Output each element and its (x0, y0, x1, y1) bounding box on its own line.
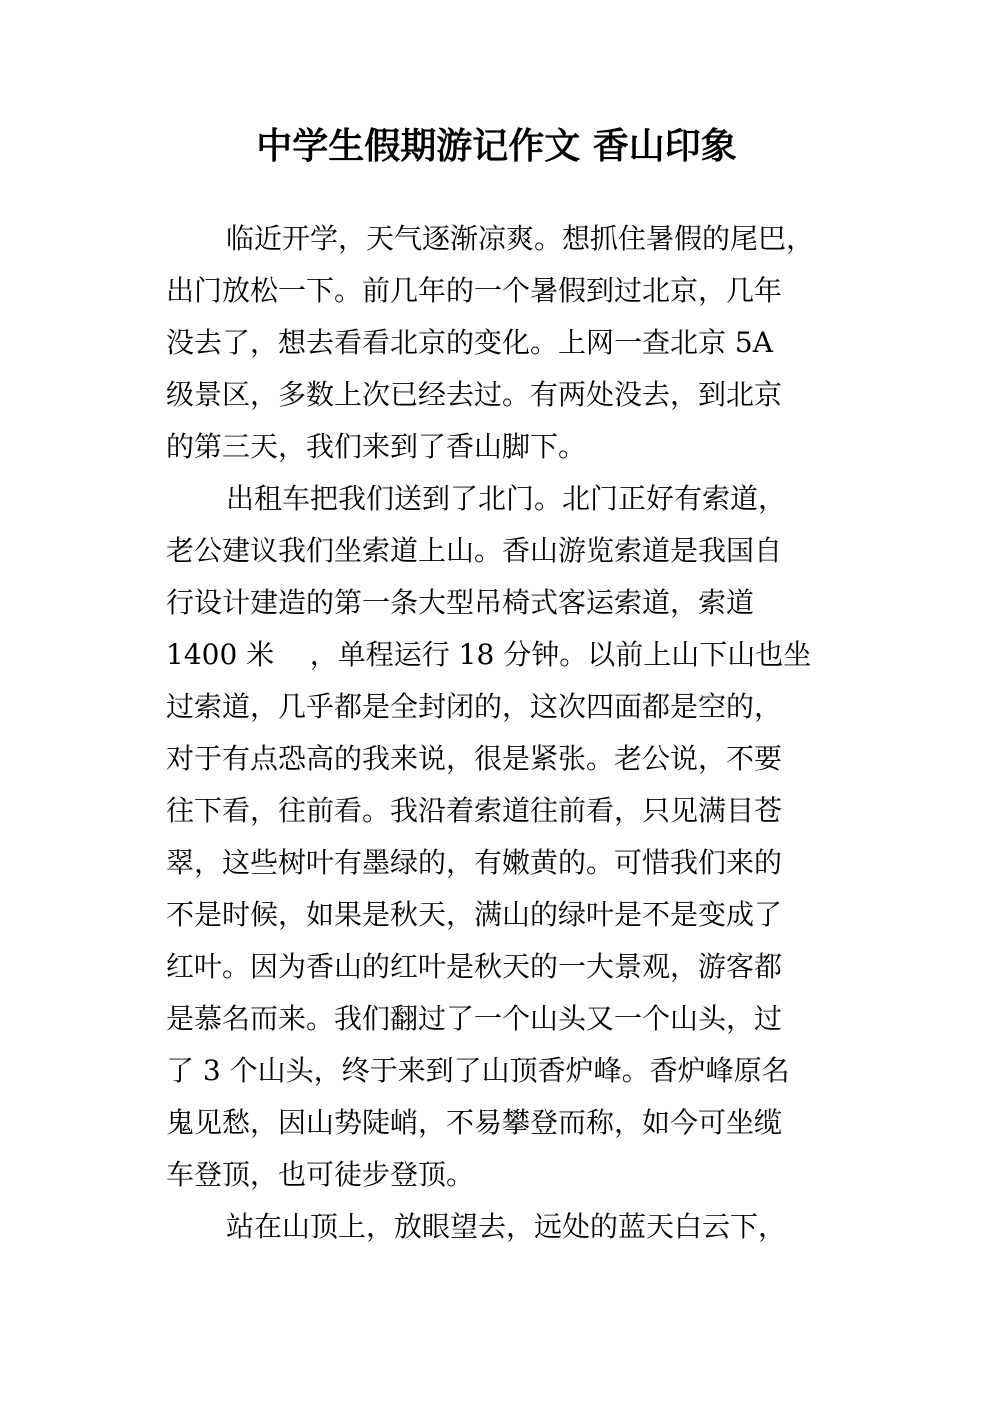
paragraph-line: 过索道，几乎都是全封闭的，这次四面都是空的， (166, 690, 783, 723)
paragraph-3 (166, 1201, 846, 1253)
paragraph-line: 出租车把我们送到了北门。北门正好有索道， (226, 482, 787, 515)
paragraph-line: 是慕名而来。我们翻过了一个山头又一个山头，过 (166, 1002, 783, 1035)
paragraph-line: 的第三天，我们来到了香山脚下。 (166, 430, 587, 463)
paragraph-1 (166, 213, 846, 473)
paragraph-line: 红叶。因为香山的红叶是秋天的一大景观，游客都 (166, 950, 783, 983)
paragraph-line: 站在山顶上，放眼望去，远处的蓝天白云下， (226, 1210, 787, 1243)
paragraph-line: 级景区，多数上次已经去过。有两处没去，到北京 (166, 378, 783, 411)
paragraph-line: 出门放松一下。前几年的一个暑假到过北京，几年 (166, 274, 783, 307)
paragraph-line: 对于有点恐高的我来说，很是紧张。老公说，不要 (166, 742, 783, 775)
paragraph-line: 临近开学，天气逐渐凉爽。想抓住暑假的尾巴， (226, 222, 815, 255)
paragraph-2 (166, 473, 846, 1201)
document-body (166, 213, 846, 1253)
paragraph-line: 鬼见愁，因山势陡峭，不易攀登而称，如今可坐缆 (166, 1106, 783, 1139)
document-title: 中学生假期游记作文 香山印象 (256, 126, 737, 167)
paragraph-line: 老公建议我们坐索道上山。香山游览索道是我国自 (166, 534, 783, 567)
paragraph-line: 不是时候，如果是秋天，满山的绿叶是不是变成了 (166, 898, 783, 931)
paragraph-line: 1400 米 ，单程运行 18 分钟。以前上山下山也坐 (166, 638, 812, 671)
paragraph-line: 了 3 个山头，终于来到了山顶香炉峰。香炉峰原名 (166, 1054, 790, 1087)
paragraph-line: 没去了，想去看看北京的变化。上网一查北京 5A (166, 326, 773, 359)
paragraph-line: 翠，这些树叶有墨绿的，有嫩黄的。可惜我们来的 (166, 846, 783, 879)
paragraph-line: 行设计建造的第一条大型吊椅式客运索道，索道 (166, 586, 755, 619)
paragraph-line: 车登顶，也可徒步登顶。 (166, 1158, 475, 1191)
paragraph-line: 往下看，往前看。我沿着索道往前看，只见满目苍 (166, 794, 783, 827)
